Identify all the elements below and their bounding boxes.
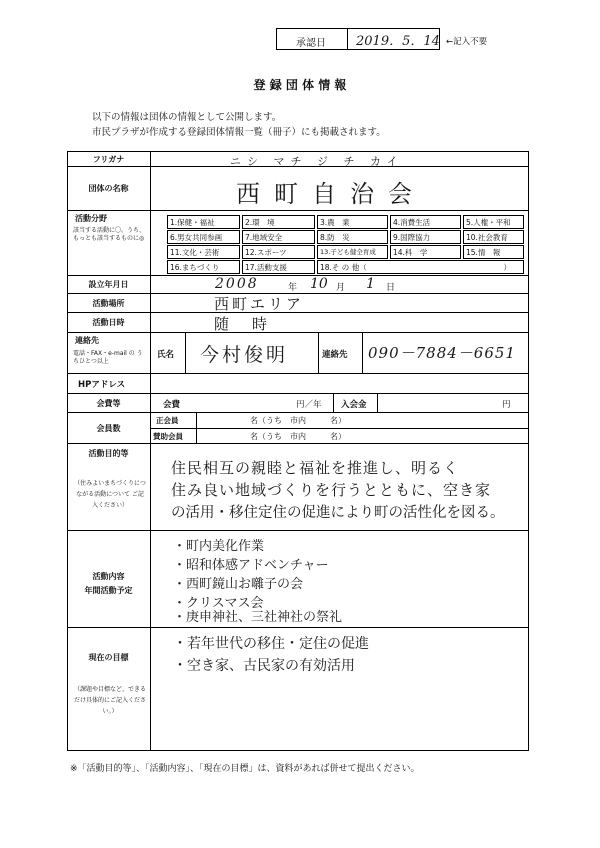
option-8[interactable]: 8.防 災 [317,230,388,244]
activity-field-label: 活動分野 [75,214,107,223]
activity-item-5[interactable]: ・庚申神社、三社神社の祭礼 [173,610,343,625]
place-label: 活動場所 [92,299,125,308]
group-name-label: 団体の名称 [88,184,129,193]
datetime-value[interactable]: 随 時 [214,315,272,333]
option-16[interactable]: 16.まちづくり [167,260,240,274]
regular-member-unit: 名（うち 市内 名） [250,416,346,425]
place-value[interactable]: 西町エリア [214,295,305,313]
activity-item-2[interactable]: ・昭和体感アドベンチャー [173,558,329,573]
page-title: 登 録 団 体 情 報 [253,78,347,92]
support-member-label: 賛助会員 [153,432,183,441]
fee-unit: 円／年 [296,400,322,410]
option-7[interactable]: 7.地域安全 [242,230,315,244]
goals-label: 現在の目標 [88,653,129,662]
option-13[interactable]: 13.子ども健全育成 [317,245,388,259]
entry-unit: 円 [502,400,511,410]
founded-month-unit: 月 [336,283,346,293]
option-12[interactable]: 12.スポーツ [242,245,315,259]
support-member-unit: 名（うち 市内 名） [250,432,346,441]
founded-month[interactable]: 10 [310,276,328,292]
option-15[interactable]: 15.情 報 [463,245,524,259]
founded-day[interactable]: 1 [366,276,375,292]
furigana-label: フリガナ [92,155,125,164]
contact-name-label: 氏名 [157,350,175,360]
founded-day-unit: 日 [386,283,396,293]
approval-date: 2019．5．14 [356,34,440,49]
footnote: ※「活動目的等」、「活動内容」、「現在の目標」は、資料があれば併せて提出ください。 [70,764,420,774]
purpose-note: （住みよいまちづくりにつながる活動について ご記入ください） [74,480,146,509]
option-5[interactable]: 5.人権・平和 [463,215,524,229]
option-6[interactable]: 6.男女共同参画 [167,230,240,244]
purpose-line-3[interactable]: の活用・移住定住の促進により町の活性化を図る。 [171,505,505,521]
contact-name[interactable]: 今村俊明 [200,344,289,366]
approval-note: ←記入不要 [446,37,488,47]
founded-year-unit: 年 [288,283,298,293]
furigana-value[interactable]: ニシ マチ ジ チ カイ [230,155,404,168]
goal-item-1[interactable]: ・若年世代の移住・定住の促進 [173,636,369,652]
fees-label: 会費等 [96,399,121,408]
contact-tel[interactable]: 090－7884－6651 [368,344,516,362]
option-4[interactable]: 4.消費生活 [390,215,461,229]
activity-item-3[interactable]: ・西町鏡山お囃子の会 [173,577,304,592]
goal-item-2[interactable]: ・空き家、古民家の有効活用 [173,658,355,674]
intro-line-2: 市民プラザが作成する登録団体情報一覧（冊子）にも掲載されます。 [92,127,386,138]
contact-label: 連絡先 [75,336,99,345]
option-1[interactable]: 1.保健・福祉 [167,215,240,229]
contact-tel-label: 連絡先 [322,350,348,360]
goals-note: （課題や目標など、できるだけ具体的にご記入ください。） [74,686,147,715]
contact-note: 電話・FAX・e-mail の うちひとつ以上 [73,350,143,365]
option-10[interactable]: 10.社会教育 [463,230,524,244]
activities-label-2: 年間活動予定 [84,586,133,595]
option-11[interactable]: 11.文化・芸術 [167,245,240,259]
regular-member-label: 正会員 [156,416,179,425]
option-18-label: 18.そ の 他（ [320,263,367,272]
purpose-line-1[interactable]: 住民相互の親睦と福祉を推進し、明るく [171,459,460,477]
option-14[interactable]: 14.科 学 [390,245,461,259]
activity-field-note: 該当する活動に〇。うち、もっとも該当するものに◎ [73,227,146,242]
option-2[interactable]: 2.環 境 [242,215,315,229]
founded-year[interactable]: 2008 [215,276,259,292]
datetime-label: 活動日時 [92,318,125,327]
option-9[interactable]: 9.国際協力 [390,230,461,244]
members-label: 会員数 [96,424,121,433]
option-18[interactable] [317,260,524,274]
fee-label: 会費 [163,400,181,410]
option-18-close: ） [503,263,511,272]
approval-label: 承認日 [296,38,326,49]
activity-item-4[interactable]: ・クリスマス会 [173,596,264,611]
purpose-line-2[interactable]: 住み良い地域づくりを行うとともに、空き家 [171,481,492,499]
founded-label: 設立年月日 [88,280,129,289]
purpose-label: 活動目的等 [88,449,129,458]
option-3[interactable]: 3.農 業 [317,215,388,229]
entry-label: 入会金 [341,400,367,410]
activity-item-1[interactable]: ・町内美化作業 [173,539,265,554]
group-name-value[interactable]: 西町自治会 [236,180,426,208]
option-17[interactable]: 17.活動支援 [242,260,315,274]
hp-label: HPアドレス [78,380,126,390]
intro-line-1: 以下の情報は団体の情報として公開します。 [92,112,282,123]
activities-label: 活動内容 [92,572,125,581]
